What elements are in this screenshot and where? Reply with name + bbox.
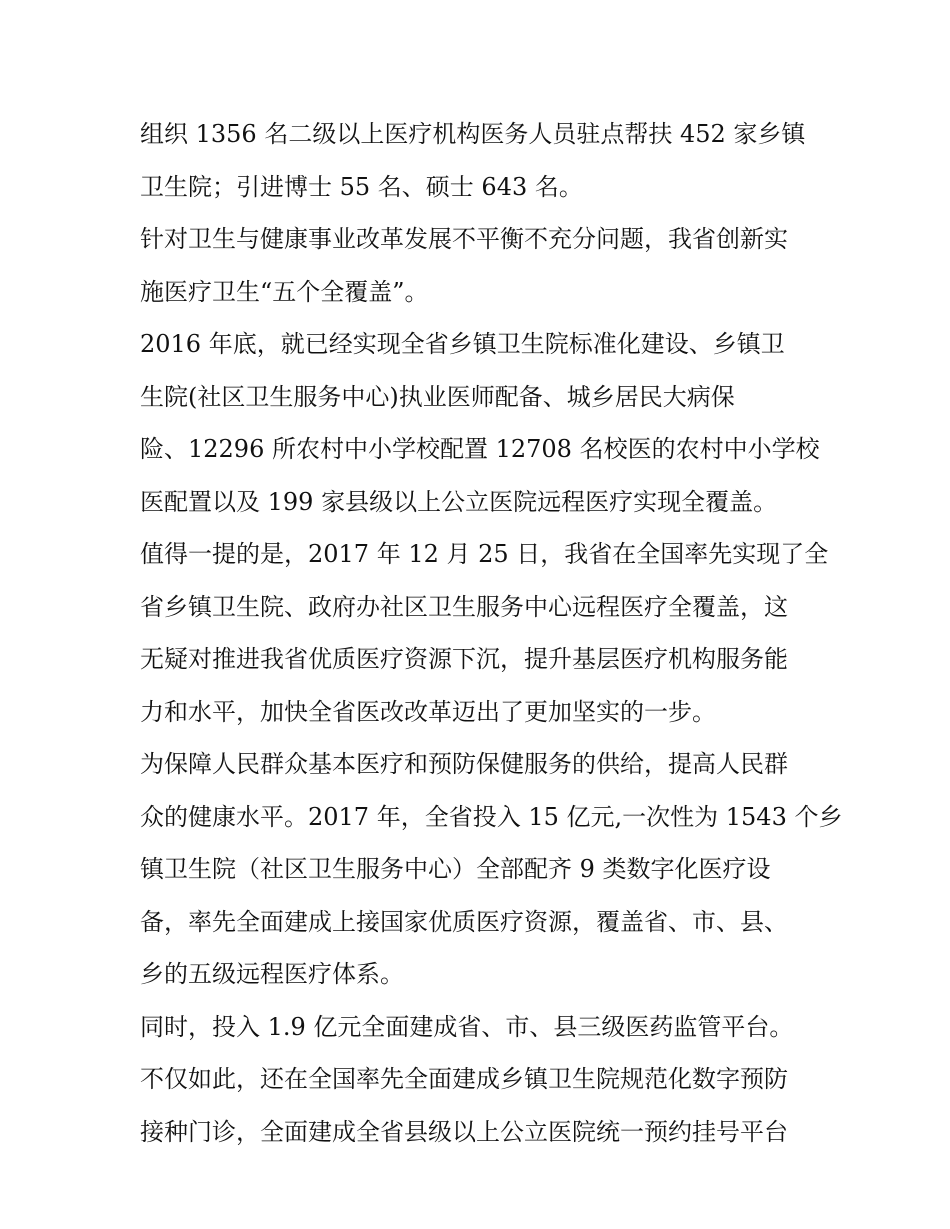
text-line: 不仅如此，还在全国率先全面建成乡镇卫生院规范化数字预防 — [140, 1065, 788, 1093]
text-line: 众的健康水平。2017 年，全省投入 15 亿元,一次性为 1543 个乡 — [140, 802, 843, 831]
text-line: 卫生院；引进博士 55 名、硕士 643 名。 — [140, 172, 583, 201]
document-body — [140, 108, 843, 1158]
text-line: 针对卫生与健康事业改革发展不平衡不充分问题，我省创新实 — [140, 225, 788, 253]
text-line: 2016 年底，就已经实现全省乡镇卫生院标准化建设、乡镇卫 — [140, 330, 785, 358]
text-line: 施医疗卫生“五个全覆盖”。 — [140, 277, 429, 306]
text-line: 接种门诊，全面建成全省县级以上公立医院统一预约挂号平台 — [140, 1117, 788, 1146]
text-line: 值得一提的是，2017 年 12 月 25 日，我省在全国率先实现了全 — [140, 540, 829, 568]
text-line: 同时，投入 1.9 亿元全面建成省、市、县三级医药监管平台。 — [140, 1012, 794, 1041]
text-line: 乡的五级远程医疗体系。 — [140, 960, 404, 988]
text-line: 备，率先全面建成上接国家优质医疗资源，覆盖省、市、县、 — [140, 907, 788, 936]
text-line: 力和水平，加快全省医改改革迈出了更加坚实的一步。 — [140, 697, 716, 726]
text-line: 镇卫生院（社区卫生服务中心）全部配齐 9 类数字化医疗设 — [140, 855, 771, 883]
text-line: 省乡镇卫生院、政府办社区卫生服务中心远程医疗全覆盖，这 — [140, 592, 788, 621]
text-line: 无疑对推进我省优质医疗资源下沉，提升基层医疗机构服务能 — [140, 645, 788, 673]
text-line: 医配置以及 199 家县级以上公立医院远程医疗实现全覆盖。 — [140, 487, 778, 516]
text-line: 为保障人民群众基本医疗和预防保健服务的供给，提高人民群 — [140, 750, 788, 778]
text-line: 生院(社区卫生服务中心)执业医师配备、城乡居民大病保 — [140, 382, 735, 411]
text-line: 组织 1356 名二级以上医疗机构医务人员驻点帮扶 452 家乡镇 — [140, 120, 806, 148]
text-line: 险、12296 所农村中小学校配置 12708 名校医的农村中小学校 — [140, 435, 820, 463]
